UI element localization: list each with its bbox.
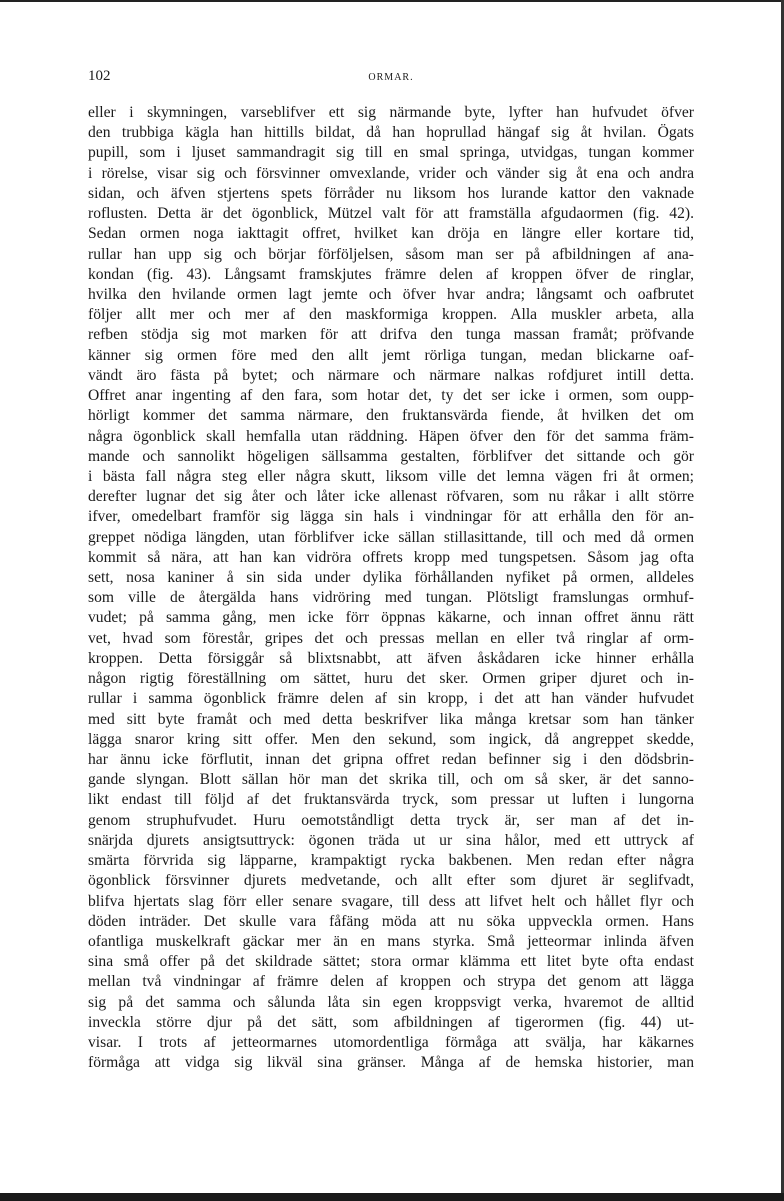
text-line: hörligt kommer det samma närmare, den fruktansvärda fiende, åt hvilken det om <box>88 407 694 425</box>
text-line: kroppen. Detta försiggår så blixtsnabbt, att äfven åskådaren icke hinner erhålla <box>88 649 694 667</box>
text-line: inveckla större djur på det sätt, som afbildningen af tigerormen (fig. 44) ut- <box>88 1013 694 1031</box>
text-line: lägga snaror kring sitt offer. Men den sekund, som ingick, då angreppet skedde, <box>88 730 694 748</box>
text-line: vudet; på samma gång, men icke förr öppnas käkarne, och innan offret ännu rätt <box>88 609 694 627</box>
text-line: följer allt mer och mer af den maskformiga kroppen. Alla muskler arbeta, alla <box>88 306 694 324</box>
text-line: eller i skymningen, varseblifver ett sig närmande byte, lyfter han hufvudet öfver <box>88 104 694 121</box>
running-title: ORMAR. <box>368 72 414 83</box>
text-line: sig på det samma och sålunda låta sin egen kroppsvigt verka, hvaremot de alltid <box>88 993 694 1011</box>
text-line: med sitt byte framåt och med detta beskrifver lika många kretsar som han tänker <box>88 710 694 728</box>
text-line: den trubbiga kägla han hittills bildat, då han hoprullad hängaf sig åt hvilan. Ögats <box>88 124 694 142</box>
text-line: har ännu icke förflutit, innan det gripna offret redan befinner sig i den dödsbrin- <box>88 751 694 768</box>
text-line: rullar i samma ögonblick främre delen af sin kropp, i det att han vänder hufvudet <box>88 690 694 708</box>
text-line: Sedan ormen noga iakttagit offret, hvilket kan dröja en längre eller kortare tid, <box>88 225 694 243</box>
text-line: roflusten. Detta är det ögonblick, Mützel valt för att framställa afgudaormen (fig. 42). <box>88 205 694 223</box>
text-line: vet, hvad som förestår, gripes det och pressas mellan en eller två ringlar af orm- <box>88 629 694 647</box>
text-line: kommit så nära, att han kan vidröra offrets kropp med tungspetsen. Såsom jag ofta <box>88 548 694 566</box>
text-line: gande slyngan. Blott sällan hör man det skrika till, och om så sker, är det sanno- <box>88 771 694 789</box>
page-number: 102 <box>88 68 111 84</box>
text-line: några ögonblick skall hemfalla utan räddning. Häpen öfver den för det samma främ- <box>88 427 694 445</box>
text-line: blifva hjertats slag förr eller senare svagare, till dess att lifvet helt och hållet flyr och <box>88 892 694 910</box>
page-bottom-edge <box>0 1193 784 1201</box>
text-line: ögonblick försvinner djurets medvetande, och allt efter som djuret är seglifvadt, <box>88 872 694 890</box>
text-line: sidan, och äfven stjertens spets förråder nu liksom hos lurande kattor den vaknade <box>88 184 694 202</box>
text-line: smärta förvrida sig läpparne, krampaktigt rycka bakbenen. Men redan efter några <box>88 852 694 870</box>
text-line: kondan (fig. 43). Långsamt framskjutes främre delen af kroppen öfver de ringlar, <box>88 265 694 283</box>
text-line: som ville de återgälda hans vidröring med tungan. Plötsligt framslungas ormhuf- <box>88 589 694 607</box>
body-text <box>88 103 694 1074</box>
text-line: genom struphufvudet. Huru oemotståndligt detta tryck är, ser man af det in- <box>88 811 694 829</box>
text-line: visar. I trots af jetteormarnes utomordentliga förmåga att svälja, har käkarnes <box>88 1034 694 1052</box>
text-line: pupill, som i ljuset sammandragit sig till en smal springa, utvidgas, tungan kommer <box>88 144 694 162</box>
page-top-edge <box>0 0 784 2</box>
text-line: mellan två vindningar af främre delen af kroppen och strypa det genom att lägga <box>88 973 694 991</box>
text-line: likt endast till följd af det fruktansvärda tryck, som pressar ut luften i lungorna <box>88 791 694 809</box>
text-line: vändt äro fästa på bytet; och närmare och närmare nalkas rofdjuret intill detta. <box>88 366 694 384</box>
text-line: någon rigtig föreställning om sättet, huru det sker. Ormen griper djuret och in- <box>88 670 694 688</box>
text-line: ifver, omedelbart framför sig lägga sin hals i vindningar för att erhålla den för an- <box>88 508 694 526</box>
text-line: refben stödja sig mot marken för att drifva den tunga massan framåt; pröfvande <box>88 326 694 344</box>
text-line: sina små offer på det skildrade sättet; stora ormar klämma ett litet byte ofta endast <box>88 953 694 971</box>
text-line: mande och sannolikt högeligen sällsamma gestalten, förblifver det sittande och gör <box>88 447 694 465</box>
running-head <box>88 68 694 88</box>
text-line: Offret anar ingenting af den fara, som hotar det, ty det ser icke i ormen, som oupp- <box>88 387 694 405</box>
text-line: derefter lugnar det sig åter och låter icke allenast röfvaren, som nu råkar i allt större <box>88 488 694 506</box>
text-line: i rörelse, visar sig och försvinner omvexlande, vrider och vänder sig åt ena och andra <box>88 164 694 182</box>
text-line: greppet nödiga längden, utan förblifver icke sällan stillasittande, till och med då ormen <box>88 528 694 546</box>
text-line: i bästa fall några steg eller några skutt, liksom ville det lemna vägen fri åt ormen; <box>88 467 694 485</box>
text-line: rullar han upp sig och börjar förföljelsen, såsom man ser på afbildningen af ana- <box>88 245 694 263</box>
text-line: känner sig ormen före med den allt jemt rörliga tungan, medan blickarne oaf- <box>88 346 694 364</box>
text-line: ofantliga muskelkraft gäckar mer än en mans styrka. Små jetteormar inlinda äfven <box>88 932 694 950</box>
text-line: döden inträder. Det skulle vara fåfäng möda att nu söka uppveckla ormen. Hans <box>88 912 694 930</box>
text-line: snärjda djurets ansigtsuttryck: ögonen träda ut ur sina hålor, med ett uttryck af <box>88 831 694 849</box>
text-line: sett, nosa kaniner å sin sida under dylika förhållanden nyfiket på ormen, alldeles <box>88 569 694 587</box>
text-line: förmåga att vidga sig likväl sina gränser. Många af de hemska historier, man <box>88 1054 694 1072</box>
text-line: hvilka den hvilande ormen lagt jemte och öfver hvar andra; långsamt och oafbrutet <box>88 285 694 303</box>
